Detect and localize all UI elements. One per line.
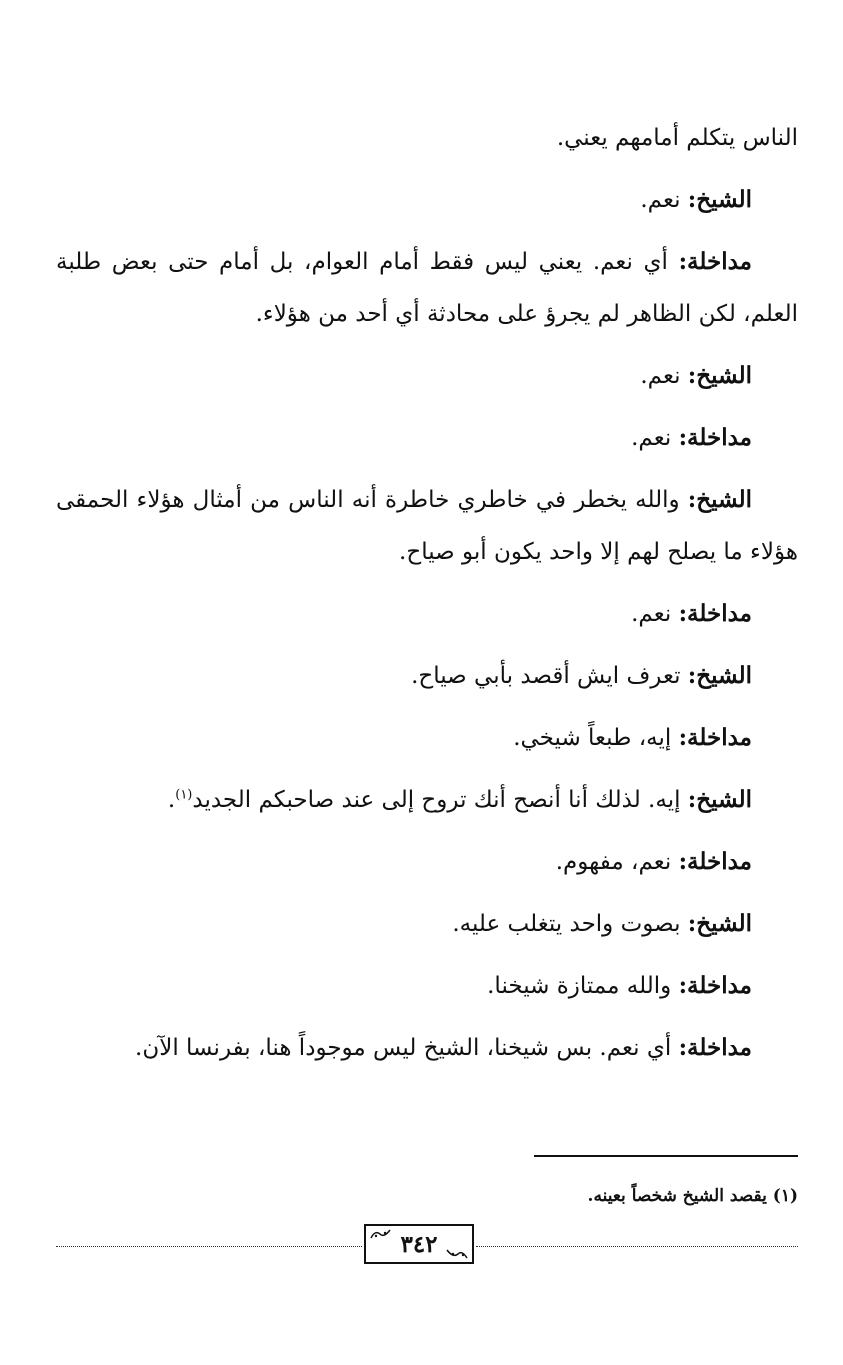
paragraph-7 — [56, 588, 798, 640]
paragraph-text: أي نعم. بس شيخنا، الشيخ ليس موجوداً هنا، بفرنسا الآن. — [135, 1035, 679, 1061]
paragraph-text: نعم، مفهوم. — [555, 849, 679, 875]
paragraph-text: بصوت واحد يتغلب عليه. — [452, 911, 688, 937]
page-number: ٣٤٢ — [400, 1230, 438, 1258]
paragraph-text: نعم. — [631, 601, 679, 627]
paragraph-text: والله يخطر في خاطري خاطرة أنه الناس من أمثال هؤلاء الحمقى هؤلاء ما يصلح لهم إلا واحد يكون أبو صياح. — [56, 487, 798, 565]
footnote-separator — [534, 1155, 798, 1157]
page-number-frame — [364, 1224, 474, 1264]
speaker-label: الشيخ: — [687, 486, 752, 513]
footnote: (١) يقصد الشيخ شخصاً بعينه. — [587, 1186, 798, 1206]
ornament-icon — [446, 1248, 468, 1260]
paragraph-13 — [56, 960, 798, 1012]
paragraph-14 — [56, 1022, 798, 1074]
paragraph-1 — [56, 112, 798, 164]
speaker-label: الشيخ: — [687, 910, 752, 937]
ornament-icon — [370, 1228, 392, 1240]
document-body — [56, 112, 798, 1084]
speaker-label: مداخلة: — [678, 424, 752, 451]
speaker-label: مداخلة: — [678, 248, 752, 275]
paragraph-3 — [56, 236, 798, 340]
paragraph-text: أي نعم. يعني ليس فقط أمام العوام، بل أمام حتى بعض طلبة العلم، لكن الظاهر لم يجرؤ على محادثة أي أحد من هؤلاء. — [56, 249, 798, 327]
paragraph-text: الناس يتكلم أمامهم يعني. — [556, 125, 798, 151]
speaker-label: الشيخ: — [687, 186, 752, 213]
paragraph-5 — [56, 412, 798, 464]
speaker-label: مداخلة: — [678, 848, 752, 875]
paragraph-2 — [56, 174, 798, 226]
speaker-label: مداخلة: — [678, 1034, 752, 1061]
paragraph-text: نعم. — [640, 187, 688, 213]
paragraph-6 — [56, 474, 798, 578]
footer-dotted-line-left — [56, 1246, 362, 1247]
speaker-label: الشيخ: — [687, 362, 752, 389]
footnote-reference[interactable]: (١) — [175, 787, 193, 803]
paragraph-text: تعرف ايش أقصد بأبي صياح. — [411, 663, 688, 689]
paragraph-4 — [56, 350, 798, 402]
paragraph-text: نعم. — [640, 363, 688, 389]
paragraph-8 — [56, 650, 798, 702]
paragraph-9 — [56, 712, 798, 764]
speaker-label: مداخلة: — [678, 724, 752, 751]
paragraph-12 — [56, 898, 798, 950]
paragraph-text: إيه، طبعاً شيخي. — [513, 725, 679, 751]
speaker-label: الشيخ: — [687, 786, 752, 813]
footer-dotted-line-right — [476, 1246, 798, 1247]
speaker-label: مداخلة: — [678, 600, 752, 627]
paragraph-text: إيه. لذلك أنا أنصح أنك تروح إلى عند صاحبكم الجديد — [192, 787, 688, 813]
paragraph-text: نعم. — [631, 425, 679, 451]
paragraph-10 — [56, 774, 798, 826]
speaker-label: الشيخ: — [687, 662, 752, 689]
speaker-label: مداخلة: — [678, 972, 752, 999]
paragraph-11 — [56, 836, 798, 888]
paragraph-text: والله ممتازة شيخنا. — [487, 973, 679, 999]
paragraph-text-end: . — [167, 787, 176, 813]
